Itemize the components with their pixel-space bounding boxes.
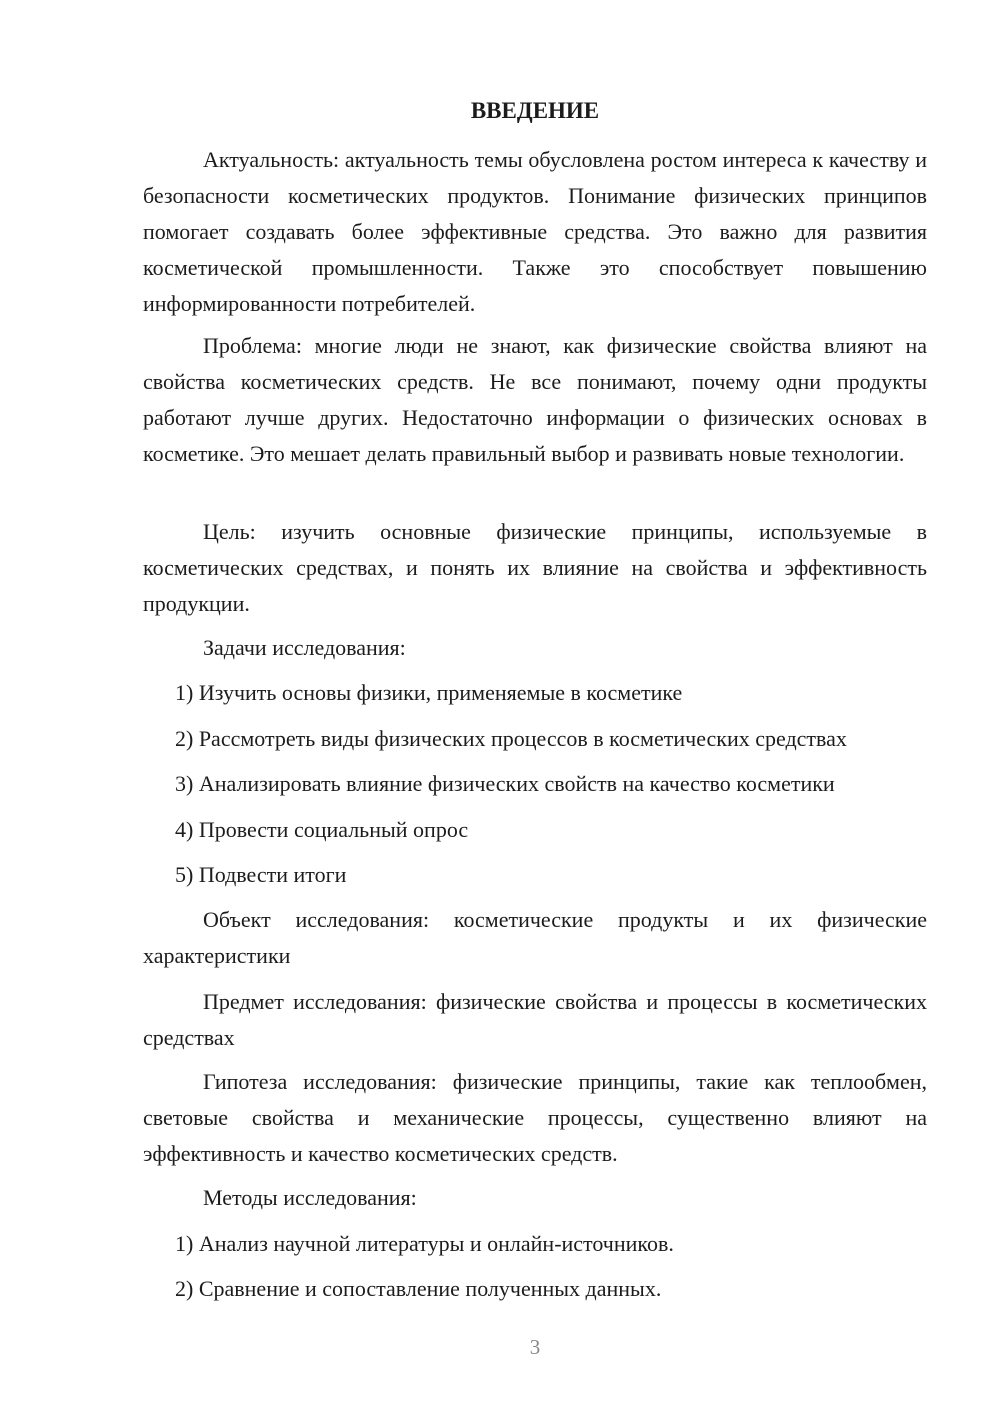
task-item: 2) Рассмотреть виды физических процессов в косметических средствах	[175, 726, 847, 751]
problem-paragraph: Проблема: многие люди не знают, как физические свойства влияют на свойства косметических средств. Не все понимают, почему одни продукты работают лучше других. Недостаточно информации о физических основах в косметике. Это мешает делать правильный выбор и развивать новые технологии.	[143, 333, 927, 466]
relevance-paragraph: Актуальность: актуальность темы обусловлена ростом интереса к качеству и безопасности косметических продуктов. Понимание физических принципов помогает создавать более эффективные средства. Это важно для развития косметической промышленности. Также это способствует повышению информированности потребителей.	[143, 147, 927, 316]
method-item: 2) Сравнение и сопоставление полученных данных.	[175, 1276, 662, 1301]
task-item: 5) Подвести итоги	[175, 862, 347, 887]
task-item: 3) Анализировать влияние физических свойств на качество косметики	[175, 771, 835, 796]
subject-paragraph: Предмет исследования: физические свойства и процессы в косметических средствах	[143, 989, 927, 1050]
object-paragraph: Объект исследования: косметические продукты и их физические характеристики	[143, 907, 927, 968]
page-title: ВВЕДЕНИЕ	[470, 98, 600, 123]
task-item: 4) Провести социальный опрос	[175, 817, 469, 842]
task-item: 1) Изучить основы физики, применяемые в косметике	[175, 680, 683, 705]
goal-paragraph: Цель: изучить основные физические принципы, используемые в косметических средствах, и понять их влияние на свойства и эффективность продукции.	[143, 519, 927, 616]
method-item: 1) Анализ научной литературы и онлайн-источников.	[175, 1231, 674, 1256]
tasks-heading: Задачи исследования:	[203, 635, 406, 660]
page-number: 3	[529, 1335, 541, 1359]
hypothesis-paragraph: Гипотеза исследования: физические принципы, такие как теплообмен, световые свойства и механические процессы, существенно влияют на эффективность и качество косметических средств.	[143, 1069, 927, 1166]
methods-heading: Методы исследования:	[203, 1185, 417, 1210]
